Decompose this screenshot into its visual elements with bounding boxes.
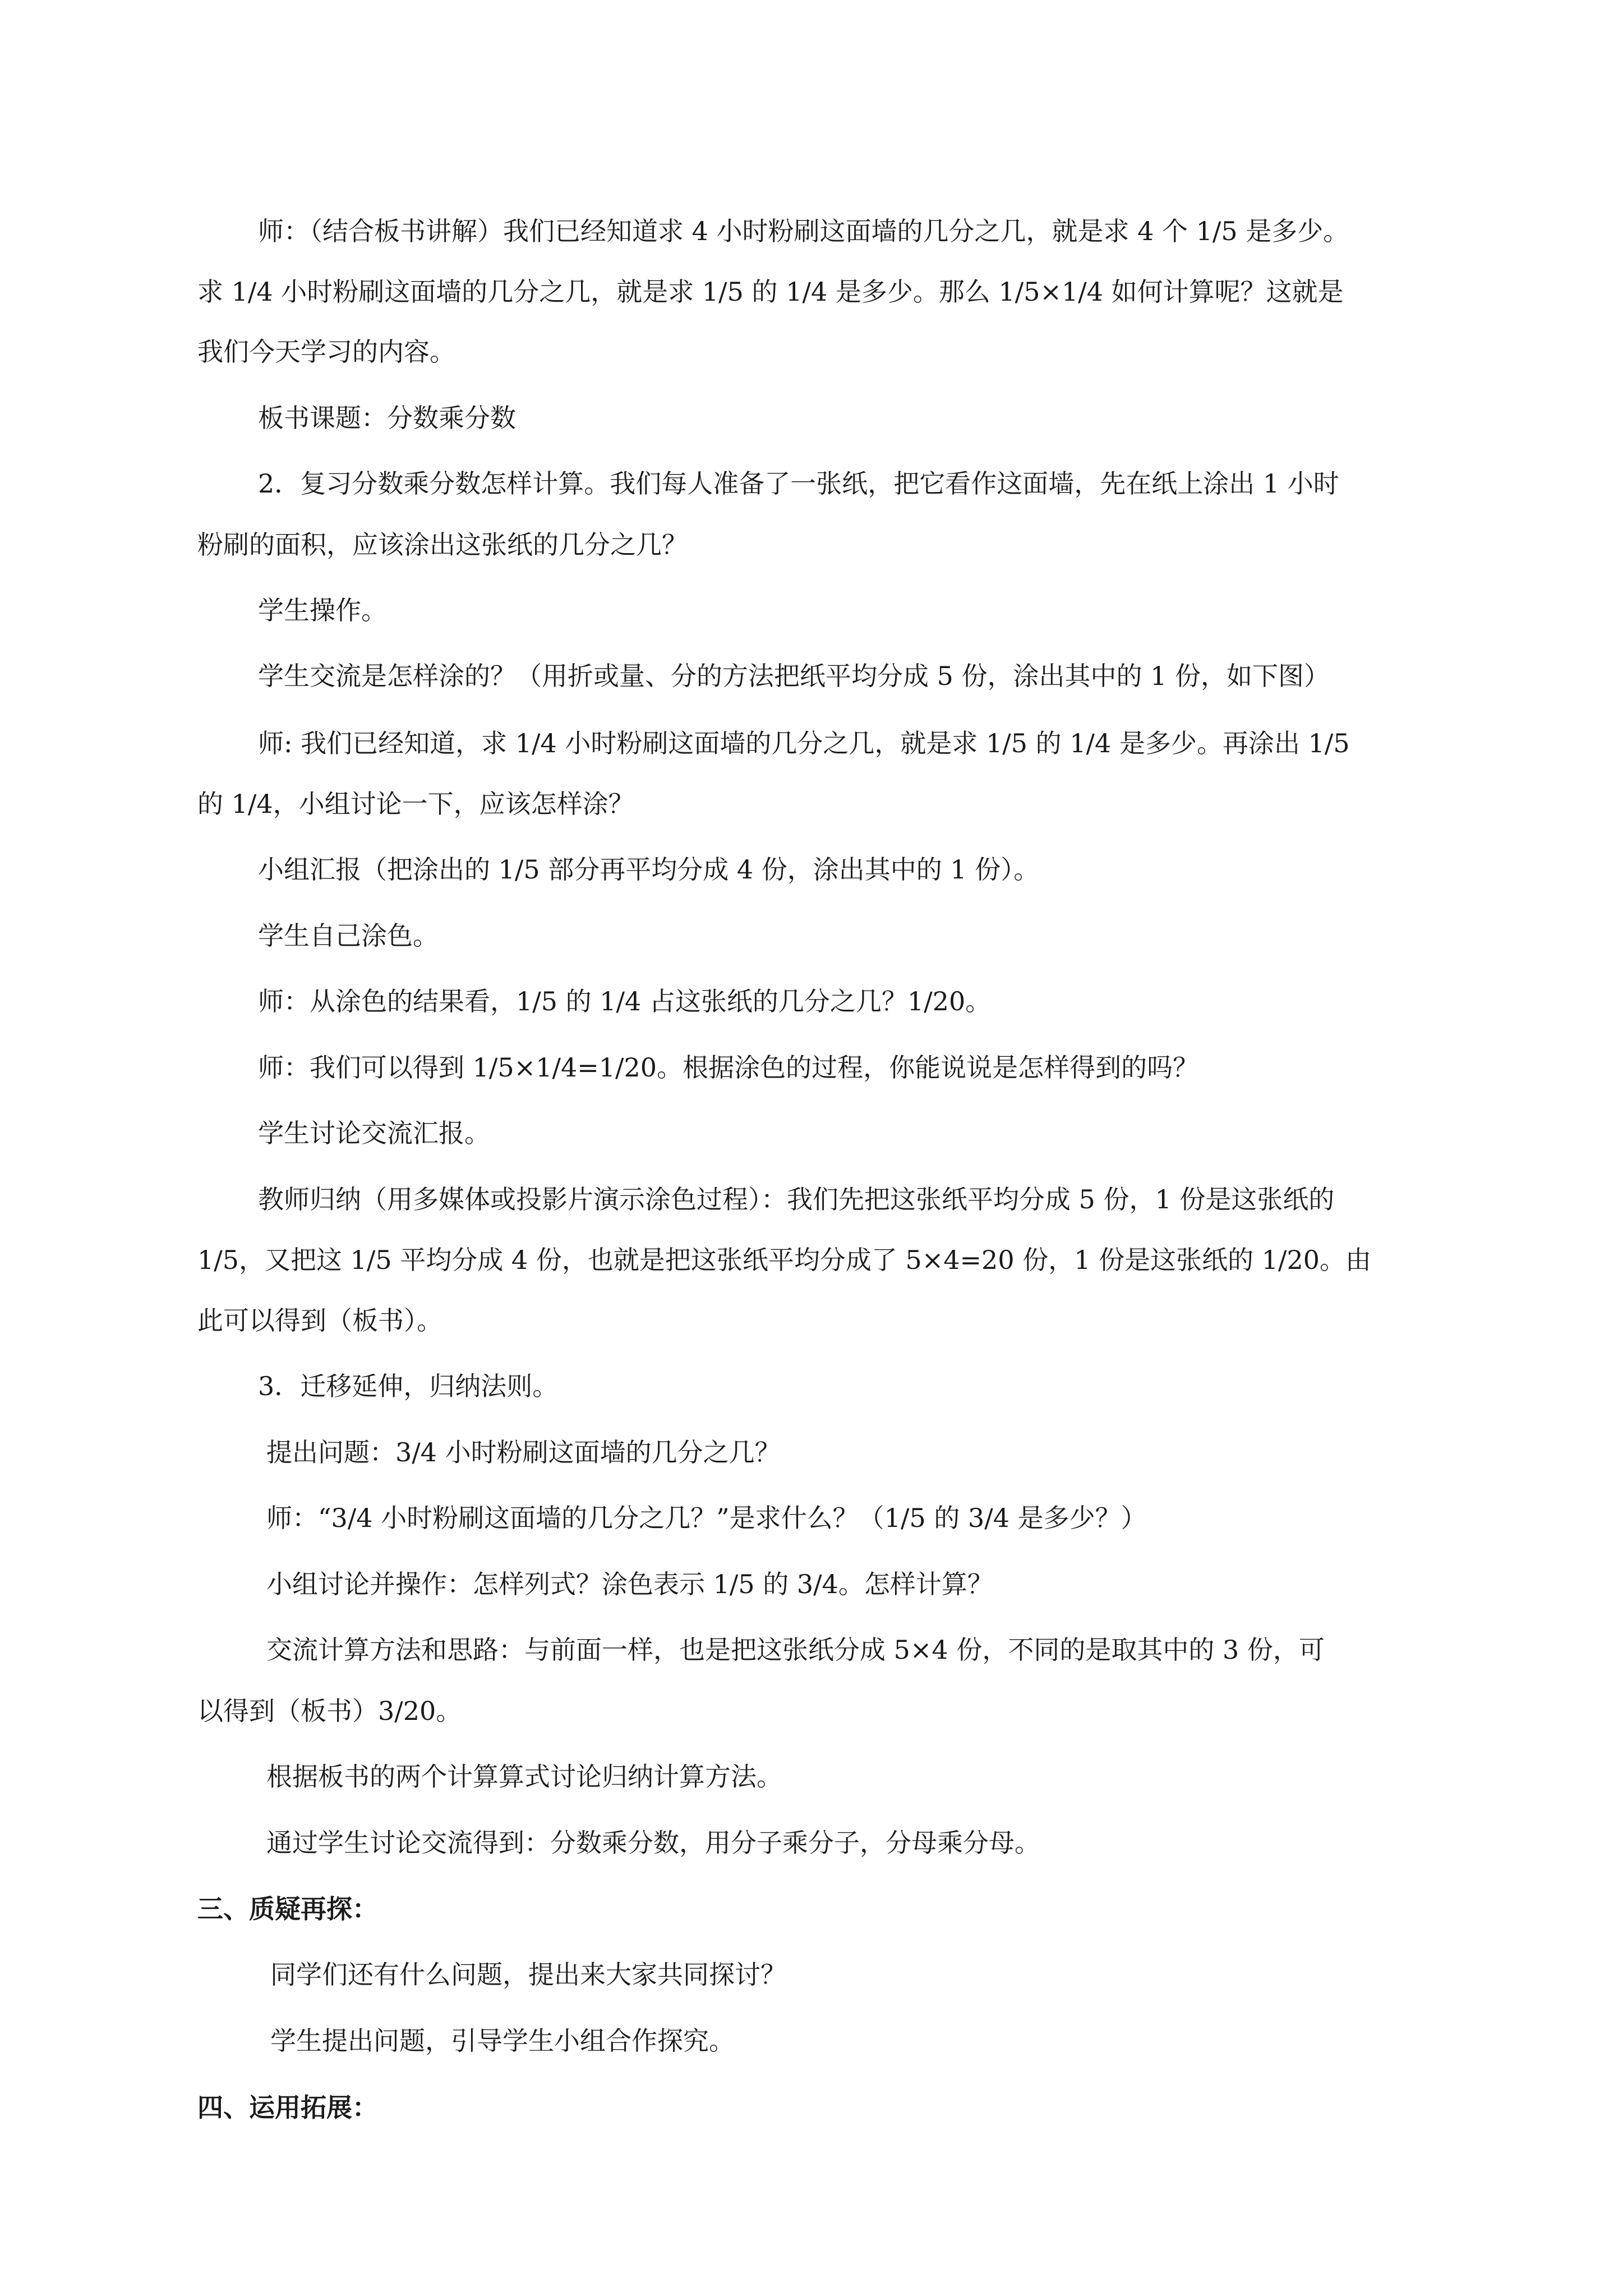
paragraph-line: 小组汇报（把涂出的 1/5 部分再平均分成 4 份，涂出其中的 1 份）。 [258, 854, 1040, 885]
paragraph-line: 3．迁移延伸，归纳法则。 [258, 1371, 559, 1401]
paragraph-line: 的 1/4，小组讨论一下，应该怎样涂？ [197, 789, 634, 819]
paragraph-line: 学生交流是怎样涂的？（用折或量、分的方法把纸平均分成 5 份，涂出其中的 1 份，如下图） [258, 661, 1330, 691]
paragraph-line: 师：（结合板书讲解）我们已经知道求 4 小时粉刷这面墙的几分之几，就是求 4 个 1/5 是多少。 [258, 216, 1349, 246]
paragraph-line: 根据板书的两个计算算式讨论归纳计算方法。 [266, 1761, 782, 1792]
paragraph-line: 此可以得到（板书）。 [197, 1305, 442, 1336]
section-heading: 三、质疑再探： [197, 1894, 378, 1924]
paragraph-line: 学生讨论交流汇报。 [258, 1118, 490, 1148]
paragraph-line: 板书课题：分数乘分数 [258, 403, 516, 433]
section-heading: 四、运用拓展： [197, 2092, 378, 2123]
paragraph-line: 师：从涂色的结果看，1/5 的 1/4 占这张纸的几分之几？1/20。 [258, 986, 992, 1016]
paragraph-line: 师：我们可以得到 1/5×1/4=1/20。根据涂色的过程，你能说说是怎样得到的吗？ [258, 1052, 1199, 1083]
paragraph-line: 学生自己涂色。 [258, 921, 439, 951]
paragraph-line: 教师归纳（用多媒体或投影片演示涂色过程）：我们先把这张纸平均分成 5 份，1 份是这张纸的 [258, 1184, 1335, 1214]
paragraph-line: 求 1/4 小时粉刷这面墙的几分之几，就是求 1/5 的 1/4 是多少。那么 1/5×1/4 如何计算呢？这就是 [197, 277, 1344, 307]
paragraph-line: 粉刷的面积，应该涂出这张纸的几分之几？ [197, 530, 688, 560]
paragraph-line: 同学们还有什么问题，提出来大家共同探讨？ [270, 1959, 786, 1990]
paragraph-line: 1/5，又把这 1/5 平均分成 4 份，也就是把这张纸平均分成了 5×4=20 份，1 份是这张纸的 1/20。由 [197, 1245, 1372, 1275]
paragraph-line: 师: 我们已经知道，求 1/4 小时粉刷这面墙的几分之几，就是求 1/5 的 1/4 是多少。再涂出 1/5 [258, 728, 1350, 758]
paragraph-line: 小组讨论并操作：怎样列式？涂色表示 1/5 的 3/4。怎样计算？ [266, 1569, 993, 1599]
paragraph-line: 交流计算方法和思路：与前面一样，也是把这张纸分成 5×4 份，不同的是取其中的 3 份，可 [266, 1635, 1325, 1665]
paragraph-line: 通过学生讨论交流得到：分数乘分数，用分子乘分子，分母乘分母。 [266, 1828, 1040, 1858]
paragraph-line: 学生提出问题，引导学生小组合作探究。 [270, 2026, 735, 2056]
paragraph-line: 2．复习分数乘分数怎样计算。我们每人准备了一张纸，把它看作这面墙，先在纸上涂出 1 小时 [258, 468, 1339, 499]
paragraph-line: 以得到（板书）3/20。 [197, 1696, 462, 1726]
paragraph-line: 提出问题：3/4 小时粉刷这面墙的几分之几？ [266, 1437, 781, 1467]
paragraph-line: 师：“3/4 小时粉刷这面墙的几分之几？”是求什么？（1/5 的 3/4 是多少？） [266, 1503, 1147, 1533]
paragraph-line: 我们今天学习的内容。 [197, 337, 455, 367]
paragraph-line: 学生操作。 [258, 595, 387, 625]
